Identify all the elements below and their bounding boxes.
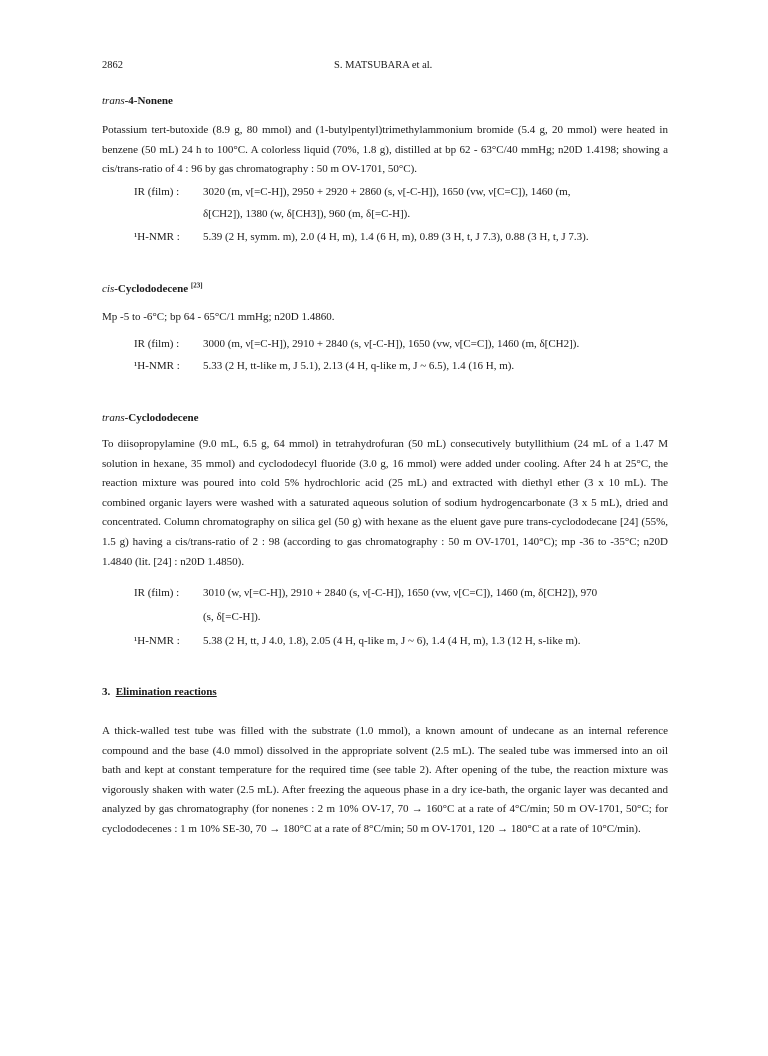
nmr-label: ¹H-NMR : [134,360,180,372]
ir-data-line: (s, δ[=C-H]). [203,611,261,623]
title-rest: -Cyclododecene [124,412,199,424]
ir-data-line: 3000 (m, ν[=C-H]), 2910 + 2840 (s, ν[-C-H]), 1650 (vw, ν[C=C]), 1460 (m, δ[CH2]). [203,338,580,350]
reference-mark: [23] [190,281,203,290]
ir-data-line: δ[CH2]), 1380 (w, δ[CH3]), 960 (m, δ[=C-H]). [203,208,411,220]
ir-label: IR (film) : [134,587,180,599]
section-title: Elimination reactions [115,686,217,698]
ir-data-line: 3010 (w, ν[=C-H]), 2910 + 2840 (s, ν[-C-H]), 1650 (vw, ν[C=C]), 1460 (m, δ[CH2]), 970 [203,587,598,599]
nmr-data-line: 5.39 (2 H, symm. m), 2.0 (4 H, m), 1.4 (6 H, m), 0.89 (3 H, t, J 7.3), 0.88 (3 H, t, J 7.3). [203,231,589,243]
section-number: 3. [102,686,111,698]
ir-label: IR (film) : [134,338,180,350]
procedure-paragraph: A thick-walled test tube was filled with the substrate (1.0 mmol), a known amount of undecane as an internal reference compound and the base (4.0 mmol) dissolved in the appropriate solvent (2.5 mL). The sealed tube was immersed into an oil bath and kept at constant temperature for the required time (see table 2). After opening of the tube, the reaction mixture was vigorously shaken with water (2.5 mL). After freezing the aqueous phase in a dry ice-bath, the organic layer was decanted and analyzed by gas chromatography (for nonenes : 2 m 10% OV-17, 70 → 160°C at a rate of 4°C/min; 50 m OV-1701, 50°C; for cyclododecenes : 1 m 10% SE-30, 70 → 180°C at a rate of 8°C/min; 50 m OV-1701, 120 → 180°C at a rate of 10°C/min). [102,725,668,835]
section-title-trans-4-nonene [102,95,173,107]
title-italic-prefix: cis [102,283,115,295]
procedure-paragraph: To diisopropylamine (9.0 mL, 6.5 g, 64 mmol) in tetrahydrofuran (50 mL) consecutively butyllithium (24 mL of a 1.47 M solution in hexane, 35 mmol) and cyclododecyl fluoride (3.0 g, 16 mmol) were added under cooling. After 24 h at 25°C, the reaction mixture was poured into cold 5% hydrochloric acid (25 mL) and extracted with diethyl ether (3 x 10 mL). The combined organic layers were washed with a saturated aqueous solution of sodium hydrogencarbonate (3 x 5 mL), dried and concentrated. Column chromatography on silica gel (50 g) with hexane as the eluent gave pure trans-cyclododecane [24] (55%, 1.5 g) having a cis/trans-ratio of 2 : 98 (according to gas chromatography : 50 m OV-1701, 140°C); mp -36 to -35°C; n20D 1.4840 (lit. [24] : n20D 1.4850). [102,438,668,568]
title-italic-prefix: trans [102,95,125,107]
section-title-cis-cyclododecene [102,283,203,295]
nmr-label: ¹H-NMR : [134,635,180,647]
section-heading-elimination [102,686,217,698]
property-line: Mp -5 to -6°C; bp 64 - 65°C/1 mmHg; n20D 1.4860. [102,311,335,323]
ir-data-line: 3020 (m, ν[=C-H]), 2950 + 2920 + 2860 (s, ν[-C-H]), 1650 (vw, ν[C=C]), 1460 (m, [203,186,571,198]
title-rest: -4-Nonene [124,95,173,107]
page-number: 2862 [102,60,123,71]
section-title-trans-cyclododecene [102,412,199,424]
title-rest: -Cyclododecene [114,283,189,295]
nmr-data-line: 5.33 (2 H, tt-like m, J 5.1), 2.13 (4 H, q-like m, J ~ 6.5), 1.4 (16 H, m). [203,360,515,372]
running-author: S. MATSUBARA et al. [334,60,433,71]
title-italic-prefix: trans [102,412,125,424]
nmr-label: ¹H-NMR : [134,231,180,243]
ir-label: IR (film) : [134,186,180,198]
nmr-data-line: 5.38 (2 H, tt, J 4.0, 1.8), 2.05 (4 H, q-like m, J ~ 6), 1.4 (4 H, m), 1.3 (12 H, s-like m). [203,635,581,647]
procedure-paragraph: Potassium tert-butoxide (8.9 g, 80 mmol) and (1-butylpentyl)trimethylammonium bromide (5.4 g, 20 mmol) were heated in benzene (50 mL) 24 h to 100°C. A colorless liquid (70%, 1.8 g), distilled at bp 62 - 63°C/40 mmHg; n20D 1.4198; showing a cis/trans-ratio of 4 : 96 by gas chromatography : 50 m OV-1701, 50°C). [102,124,668,176]
